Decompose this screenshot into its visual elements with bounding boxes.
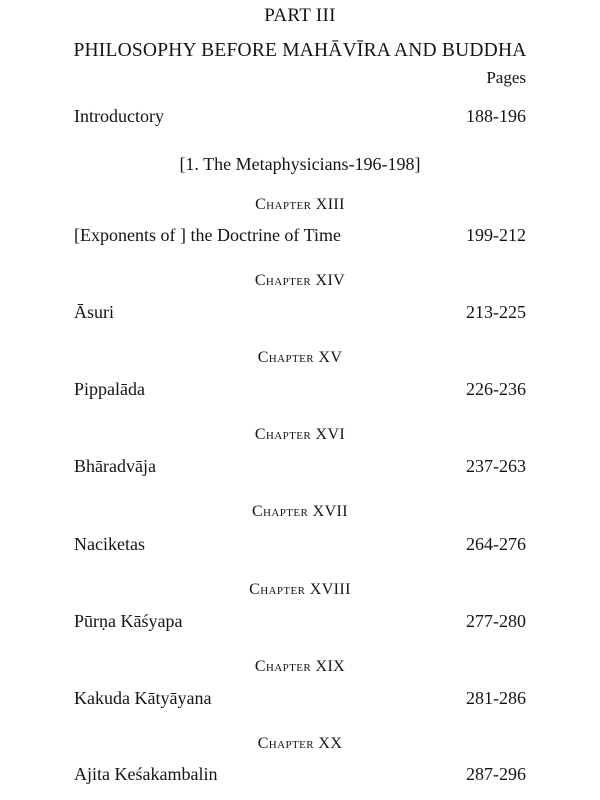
entry-title: [Exponents of ] the Doctrine of Time <box>74 225 341 245</box>
entry-title: Ajita Keśakambalin <box>74 764 218 784</box>
chapter-heading: Chapter XIX <box>254 658 346 675</box>
toc-entry <box>74 534 526 558</box>
toc-entry <box>74 225 526 249</box>
entry-title: Kakuda Kātyāyana <box>74 688 212 708</box>
chapter-heading: Chapter XVII <box>251 503 349 520</box>
chapter-heading: Chapter XVIII <box>249 581 351 598</box>
entry-pages: 281-286 <box>466 688 526 708</box>
entry-title: Pūrṇa Kāśyapa <box>74 611 183 631</box>
section-note: [1. The Metaphysicians-196-198] <box>179 154 421 174</box>
toc-entry <box>74 456 526 480</box>
entry-title: Naciketas <box>74 534 145 554</box>
entry-pages: 199-212 <box>466 225 526 245</box>
entry-pages: 188-196 <box>466 106 526 126</box>
entry-pages: 237-263 <box>466 456 526 476</box>
chapter-heading: Chapter XX <box>257 735 343 752</box>
entry-pages: 226-236 <box>466 379 526 399</box>
toc-entry-introductory <box>74 106 526 130</box>
chapter-heading: Chapter XIV <box>254 272 346 289</box>
entry-title: Introductory <box>74 106 164 126</box>
entry-pages: 277-280 <box>466 611 526 631</box>
entry-title: Bhāradvāja <box>74 456 156 476</box>
chapter-heading: Chapter XV <box>257 349 343 366</box>
toc-entry <box>74 379 526 403</box>
entry-title: Pippalāda <box>74 379 145 399</box>
toc-entry <box>74 302 526 326</box>
entry-pages: 213-225 <box>466 302 526 322</box>
toc-entry <box>74 764 526 788</box>
toc-entry <box>74 611 526 635</box>
part-heading: PART III <box>264 5 336 26</box>
chapter-heading: Chapter XVI <box>254 426 346 443</box>
entry-title: Āsuri <box>74 302 114 322</box>
entry-pages: 264-276 <box>466 534 526 554</box>
chapter-heading: Chapter XIII <box>255 196 345 213</box>
toc-entry <box>74 688 526 712</box>
part-title: PHILOSOPHY BEFORE MAHĀVĪRA AND BUDDHA <box>73 40 527 61</box>
entry-pages: 287-296 <box>466 764 526 784</box>
pages-column-label: Pages <box>486 68 526 87</box>
